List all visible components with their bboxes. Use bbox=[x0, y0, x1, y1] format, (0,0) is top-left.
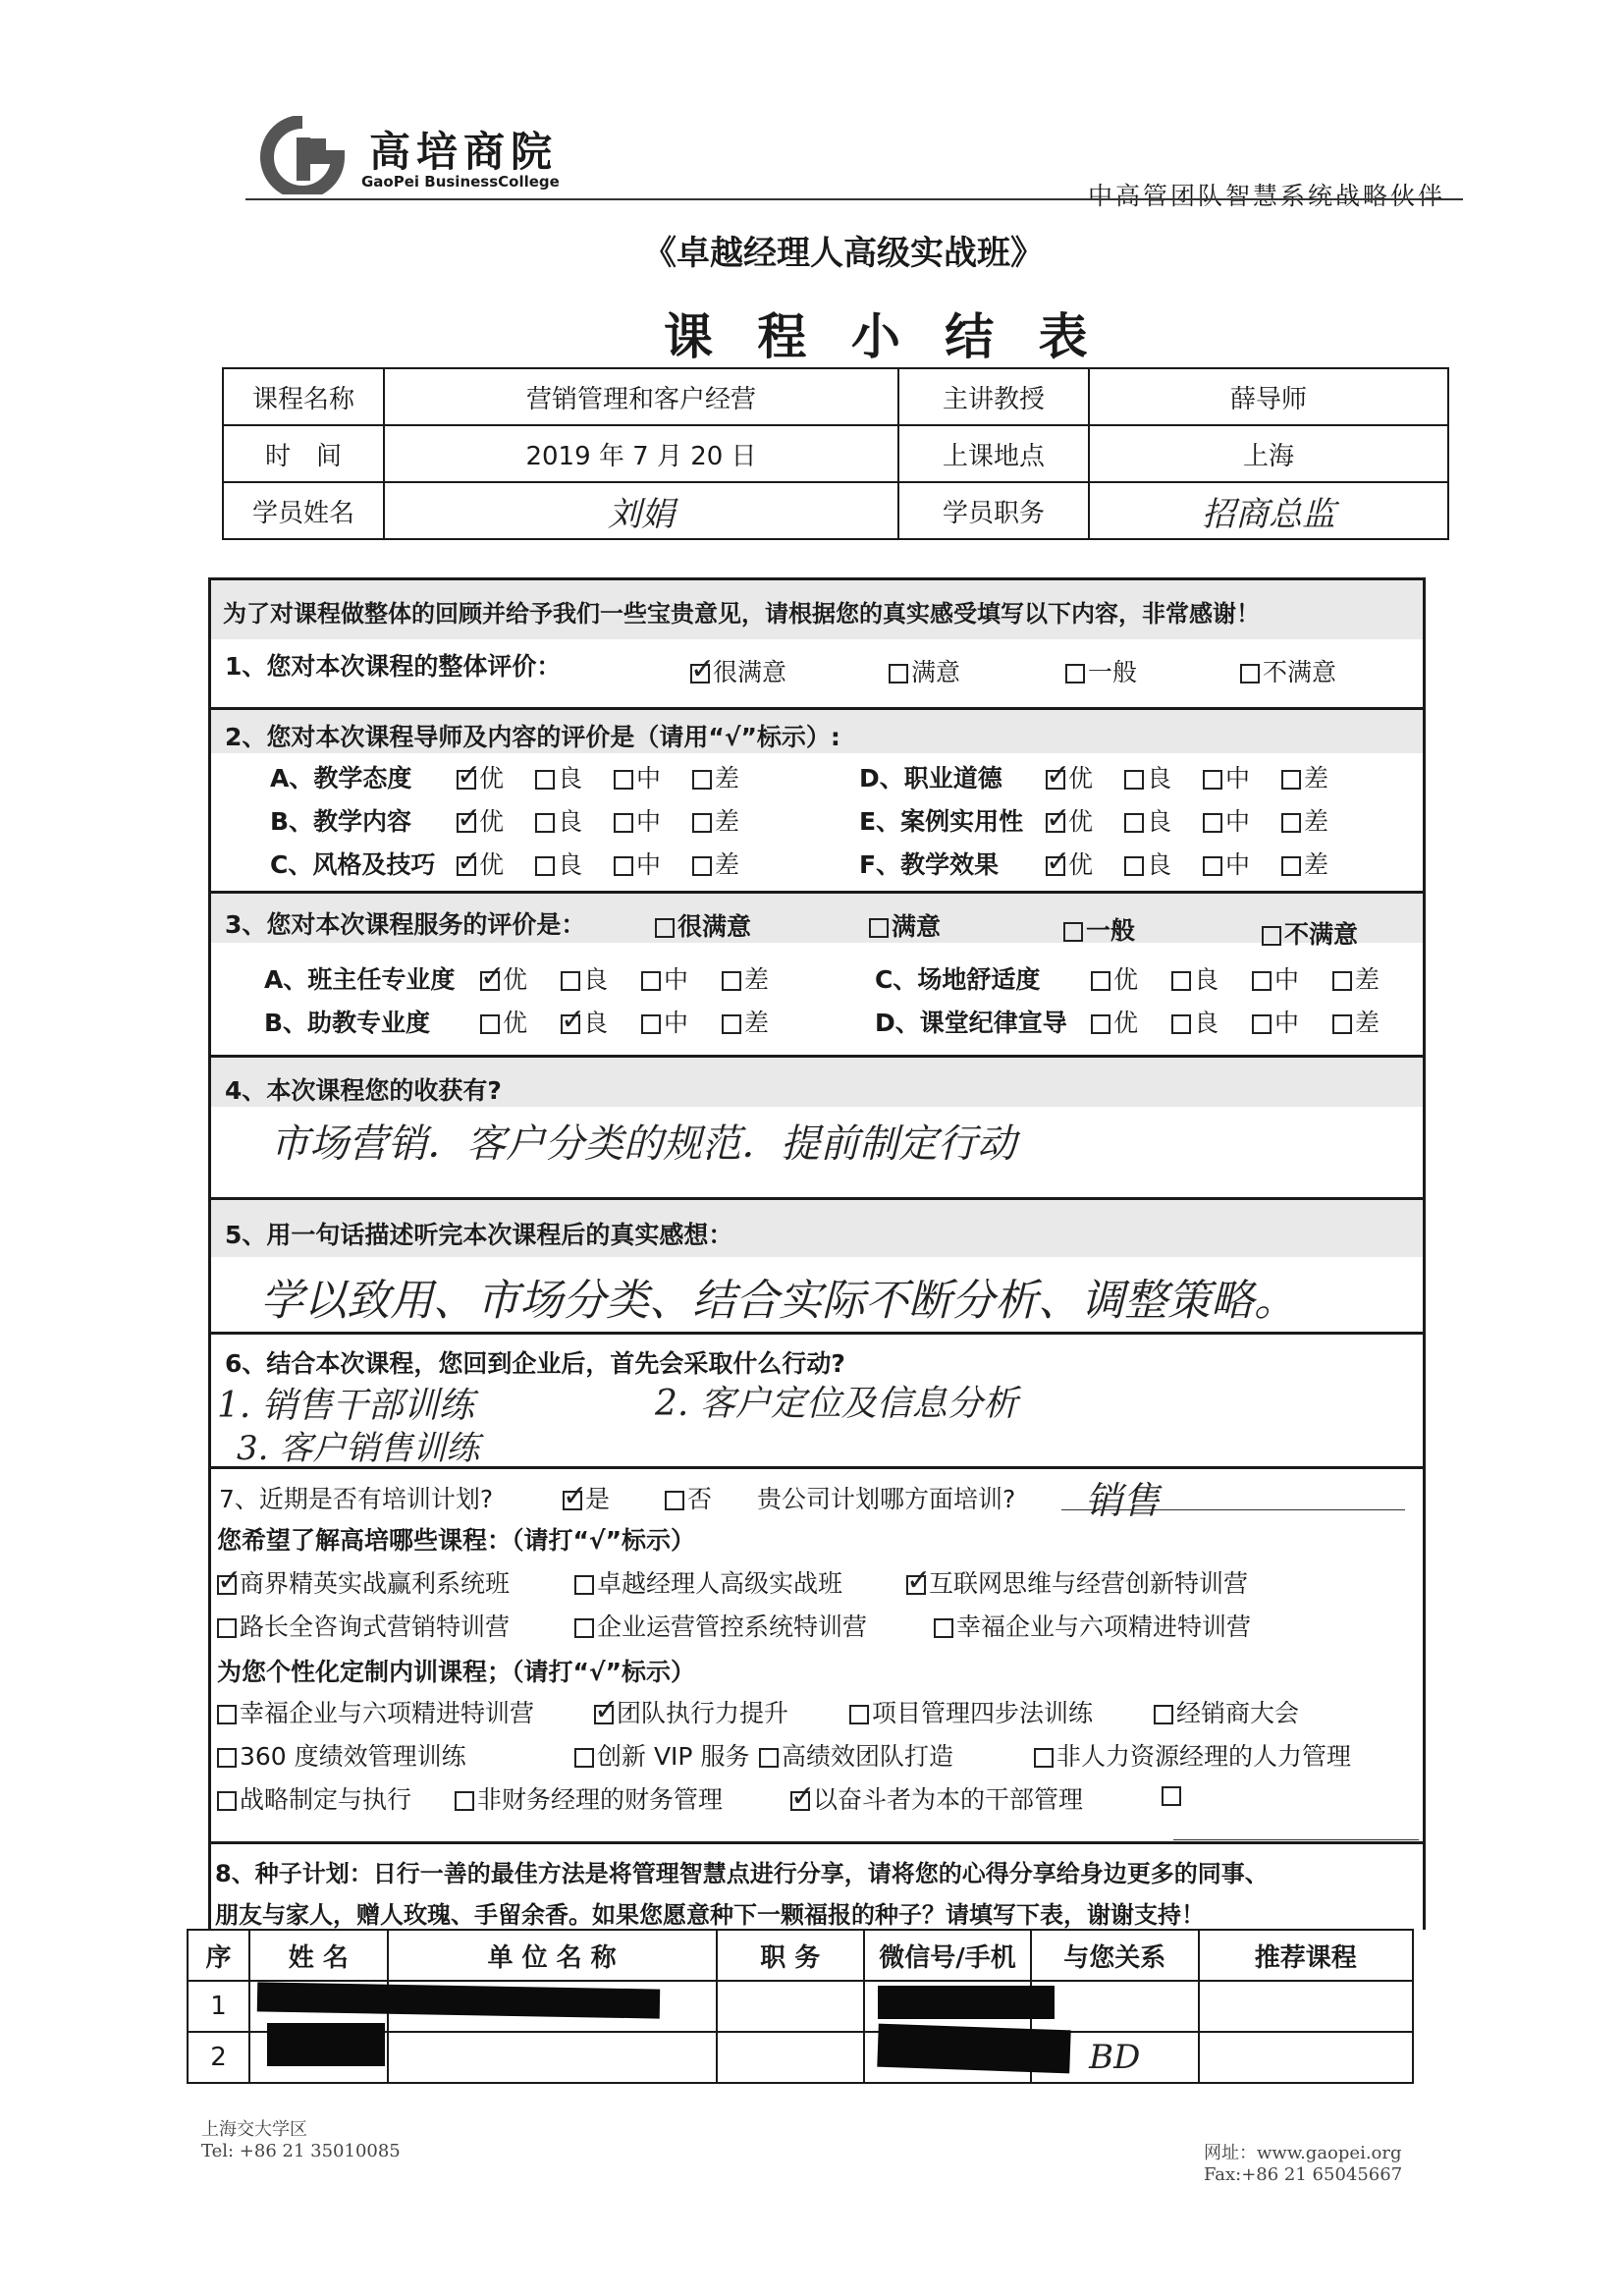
grade-option[interactable]: 良 bbox=[561, 960, 641, 996]
q4-question: 4、本次课程您的收获有? bbox=[225, 1076, 502, 1105]
rating-label: F、教学效果 bbox=[859, 850, 1000, 879]
grade-option[interactable]: ✓ 优 bbox=[1046, 759, 1124, 794]
grade-option[interactable]: 优 bbox=[480, 1004, 561, 1039]
checkbox-icon[interactable] bbox=[563, 1491, 582, 1510]
grade-option[interactable]: 良 bbox=[1124, 802, 1203, 838]
checkbox-icon[interactable] bbox=[614, 770, 633, 790]
checkbox-icon[interactable] bbox=[1203, 770, 1222, 790]
grade-option[interactable]: 差 bbox=[692, 802, 771, 838]
checkbox-icon[interactable] bbox=[934, 1618, 953, 1638]
checkbox-icon[interactable] bbox=[1063, 922, 1083, 942]
grade-option[interactable]: 良 bbox=[535, 846, 614, 881]
checkbox-icon[interactable] bbox=[655, 918, 675, 938]
grade-option[interactable]: 中 bbox=[614, 802, 692, 838]
tagline: 中高管团队智慧系统战略伙伴 bbox=[1088, 182, 1446, 210]
column-header: 姓 名 bbox=[249, 1930, 388, 1981]
place-value: 上海 bbox=[1089, 425, 1448, 482]
checkbox-icon[interactable] bbox=[1262, 926, 1281, 946]
checkbox-icon[interactable] bbox=[574, 1575, 594, 1595]
grade-option[interactable]: ✓ 优 bbox=[480, 960, 561, 996]
grade-option[interactable]: 中 bbox=[1203, 846, 1281, 881]
course-series: 《卓越经理人高级实战班》 bbox=[643, 234, 1044, 273]
course-option[interactable]: 经销商大会 bbox=[1154, 1694, 1299, 1729]
course-option[interactable]: 高绩效团队打造 bbox=[759, 1737, 953, 1773]
course-option[interactable]: 企业运营管控系统特训营 bbox=[574, 1608, 867, 1643]
divider bbox=[245, 198, 1463, 200]
checkbox-icon[interactable] bbox=[889, 664, 908, 683]
section-q2 bbox=[208, 707, 1426, 894]
checkbox-icon[interactable] bbox=[217, 1791, 237, 1811]
q1-option-dissatisfied[interactable]: 不满意 bbox=[1240, 653, 1336, 688]
intro-text: 为了对课程做整体的回顾并给予我们一些宝贵意见，请根据您的真实感受填写以下内容，非常感谢！ bbox=[223, 600, 1260, 628]
rating-label: B、助教专业度 bbox=[264, 1009, 431, 1037]
student-value: 刘娟 bbox=[384, 482, 898, 539]
checkbox-icon[interactable] bbox=[790, 1791, 810, 1811]
checkbox-icon[interactable] bbox=[480, 971, 500, 991]
checkbox-icon[interactable] bbox=[217, 1705, 237, 1724]
checkbox-icon[interactable] bbox=[1252, 1014, 1272, 1034]
checkbox-icon[interactable] bbox=[1091, 971, 1110, 991]
checkbox-icon[interactable] bbox=[1154, 1705, 1173, 1724]
position-label: 学员职务 bbox=[898, 482, 1089, 539]
footer-right-1: 网址：www.gaopei.org bbox=[1204, 2143, 1402, 2163]
grade-option[interactable]: 差 bbox=[722, 1004, 802, 1039]
course-option[interactable]: 路长全咨询式营销特训营 bbox=[217, 1608, 510, 1643]
course-option[interactable]: ✓商界精英实战赢利系统班 bbox=[217, 1564, 510, 1600]
checkbox-icon[interactable] bbox=[217, 1618, 237, 1638]
column-header: 序 bbox=[188, 1930, 249, 1981]
grade-option[interactable]: 差 bbox=[1332, 960, 1413, 996]
checkbox-icon[interactable] bbox=[574, 1618, 594, 1638]
section-q5 bbox=[208, 1197, 1426, 1335]
checkbox-icon[interactable] bbox=[594, 1705, 614, 1724]
q5-answer: 学以致用、市场分类、结合实际不断分析、调整策略。 bbox=[260, 1276, 1297, 1326]
q8-text-2: 朋友与家人，赠人玫瑰、手留余香。如果您愿意种下一颗福报的种子？请填写下表，谢谢支持！ bbox=[215, 1901, 1205, 1929]
footer-right-2: Fax:+86 21 65045667 bbox=[1204, 2164, 1403, 2185]
form-title: 课 程 小 结 表 bbox=[664, 308, 1102, 365]
grade-option[interactable]: ✓ 优 bbox=[457, 759, 535, 794]
grade-option[interactable]: 中 bbox=[641, 1004, 722, 1039]
q6-answer-1: 1. 销售干部训练 bbox=[217, 1386, 474, 1426]
time-value: 2019 年 7 月 20 日 bbox=[384, 425, 898, 482]
logo-en: GaoPei BusinessCollege bbox=[361, 173, 560, 191]
row-no: 2 bbox=[188, 2032, 249, 2083]
grade-option[interactable]: 良 bbox=[535, 802, 614, 838]
course-option[interactable]: 创新 VIP 服务 bbox=[574, 1737, 749, 1773]
checkbox-icon[interactable] bbox=[1046, 770, 1065, 790]
checkbox-icon[interactable] bbox=[574, 1748, 594, 1768]
column-header: 与您关系 bbox=[1031, 1930, 1199, 1981]
q7-option-no[interactable]: 否 bbox=[665, 1480, 712, 1515]
checkbox-icon[interactable] bbox=[1171, 971, 1191, 991]
course-option[interactable]: 360 度绩效管理训练 bbox=[217, 1737, 466, 1773]
grade-option[interactable]: ✓ 优 bbox=[1046, 846, 1124, 881]
q3-option-average[interactable]: 一般 bbox=[1063, 911, 1135, 947]
checkbox-icon[interactable] bbox=[1091, 1014, 1110, 1034]
grade-option[interactable]: ✓ 优 bbox=[457, 846, 535, 881]
rating-row bbox=[859, 846, 1360, 881]
grade-option[interactable]: 中 bbox=[1203, 759, 1281, 794]
rating-row bbox=[264, 1004, 802, 1039]
grade-option[interactable]: 中 bbox=[1252, 960, 1332, 996]
course-option[interactable] bbox=[1162, 1780, 1184, 1809]
checkbox-icon[interactable] bbox=[1332, 1014, 1352, 1034]
redaction-mark bbox=[267, 2023, 385, 2066]
checkbox-icon[interactable] bbox=[457, 770, 476, 790]
grade-option[interactable]: 优 bbox=[1091, 960, 1171, 996]
q4-answer: 市场营销．客户分类的规范．提前制定行动 bbox=[270, 1121, 1016, 1167]
rating-row bbox=[875, 960, 1413, 996]
checkbox-icon[interactable] bbox=[561, 1014, 580, 1034]
checkbox-icon[interactable] bbox=[641, 971, 661, 991]
grade-option[interactable]: 差 bbox=[692, 759, 771, 794]
grade-option[interactable]: 差 bbox=[1332, 1004, 1413, 1039]
checkbox-icon[interactable] bbox=[535, 813, 555, 833]
grade-option[interactable]: 中 bbox=[614, 759, 692, 794]
checkbox-icon[interactable] bbox=[480, 1014, 500, 1034]
course-option[interactable]: 卓越经理人高级实战班 bbox=[574, 1564, 842, 1600]
grade-option[interactable]: 差 bbox=[722, 960, 802, 996]
checkbox-icon[interactable] bbox=[692, 856, 712, 876]
q3-option-dissatisfied[interactable]: 不满意 bbox=[1262, 915, 1358, 951]
footer-left-2: Tel: +86 21 35010085 bbox=[201, 2141, 401, 2161]
row-no: 1 bbox=[188, 1981, 249, 2032]
checkbox-icon[interactable] bbox=[722, 1014, 741, 1034]
teacher-value: 薛导师 bbox=[1089, 368, 1448, 425]
rating-label: C、风格及技巧 bbox=[270, 850, 436, 879]
grade-option[interactable]: 差 bbox=[1281, 846, 1360, 881]
q1-option-average[interactable]: 一般 bbox=[1065, 653, 1137, 688]
checkbox-icon[interactable] bbox=[614, 856, 633, 876]
course-value: 营销管理和客户经营 bbox=[384, 368, 898, 425]
section-q7 bbox=[208, 1466, 1426, 1844]
checkbox-icon[interactable] bbox=[217, 1575, 237, 1595]
grade-option[interactable]: ✓ 优 bbox=[457, 802, 535, 838]
grade-option[interactable]: 差 bbox=[692, 846, 771, 881]
course-option[interactable]: 非财务经理的财务管理 bbox=[455, 1780, 723, 1816]
checkbox-icon[interactable] bbox=[849, 1705, 869, 1724]
course-label: 课程名称 bbox=[223, 368, 384, 425]
checkbox-icon[interactable] bbox=[759, 1748, 779, 1768]
rating-label: B、教学内容 bbox=[270, 807, 412, 836]
rating-row bbox=[875, 1004, 1413, 1039]
redaction-mark bbox=[877, 2024, 1070, 2074]
course-option[interactable]: ✓ 团队执行力提升 bbox=[594, 1694, 788, 1729]
checkbox-icon[interactable] bbox=[535, 770, 555, 790]
q5-question: 5、用一句话描述听完本次课程后的真实感想： bbox=[225, 1221, 733, 1249]
section-q3 bbox=[208, 891, 1426, 1058]
q2-question: 2、您对本次课程导师及内容的评价是（请用“√”标示）: bbox=[225, 723, 840, 751]
grade-option[interactable]: 中 bbox=[1203, 802, 1281, 838]
column-header: 推荐课程 bbox=[1199, 1930, 1413, 1981]
rating-row bbox=[859, 759, 1360, 794]
checkbox-icon[interactable] bbox=[561, 971, 580, 991]
checkbox-icon[interactable] bbox=[217, 1748, 237, 1768]
student-label: 学员姓名 bbox=[223, 482, 384, 539]
rating-row bbox=[270, 846, 771, 881]
q3-option-very-satisfied[interactable]: 很满意 bbox=[655, 907, 751, 943]
q1-option-very-satisfied[interactable]: ✓ 很满意 bbox=[690, 653, 786, 688]
checkbox-icon[interactable] bbox=[1240, 664, 1260, 683]
rating-label: C、场地舒适度 bbox=[875, 965, 1041, 994]
checkbox-icon[interactable] bbox=[1124, 856, 1144, 876]
column-header: 单 位 名 称 bbox=[388, 1930, 717, 1981]
checkbox-icon[interactable] bbox=[1281, 813, 1301, 833]
grade-option[interactable]: 良 bbox=[1124, 846, 1203, 881]
q1-question: 1、您对本次课程的整体评价： bbox=[225, 652, 562, 681]
checkbox-icon[interactable] bbox=[1124, 813, 1144, 833]
q7-want-label: 您希望了解高培哪些课程：（请打“√”标示） bbox=[217, 1526, 696, 1555]
q3-option-satisfied[interactable]: 满意 bbox=[869, 907, 941, 943]
q6-question: 6、结合本次课程，您回到企业后，首先会采取什么行动? bbox=[225, 1349, 845, 1378]
course-option[interactable]: ✓ 以奋斗者为本的干部管理 bbox=[790, 1780, 1083, 1816]
checkbox-icon[interactable] bbox=[1252, 971, 1272, 991]
checkbox-icon[interactable] bbox=[690, 664, 710, 683]
q6-answer-2: 2. 客户定位及信息分析 bbox=[655, 1384, 1018, 1424]
rating-label: A、教学态度 bbox=[270, 764, 412, 793]
grade-option[interactable]: 优 bbox=[1091, 1004, 1171, 1039]
logo bbox=[245, 116, 361, 194]
column-header: 微信号/手机 bbox=[864, 1930, 1031, 1981]
checkbox-icon[interactable] bbox=[1162, 1786, 1181, 1806]
grade-option[interactable]: 良 bbox=[1171, 1004, 1252, 1039]
section-q8 bbox=[208, 1841, 1426, 1930]
checkbox-icon[interactable] bbox=[665, 1491, 684, 1510]
checkbox-icon[interactable] bbox=[869, 918, 889, 938]
checkbox-icon[interactable] bbox=[1203, 856, 1222, 876]
section-q4 bbox=[208, 1055, 1426, 1200]
position-value: 招商总监 bbox=[1089, 482, 1448, 539]
custom-underline bbox=[1173, 1839, 1419, 1840]
checkbox-icon[interactable] bbox=[1046, 813, 1065, 833]
grade-option[interactable]: 中 bbox=[614, 846, 692, 881]
checkbox-icon[interactable] bbox=[1171, 1014, 1191, 1034]
course-option[interactable]: ✓ 互联网思维与经营创新特训营 bbox=[906, 1564, 1248, 1600]
checkbox-icon[interactable] bbox=[906, 1575, 926, 1595]
teacher-label: 主讲教授 bbox=[898, 368, 1089, 425]
rating-label: D、职业道德 bbox=[859, 764, 1002, 793]
checkbox-icon[interactable] bbox=[1281, 856, 1301, 876]
place-label: 上课地点 bbox=[898, 425, 1089, 482]
info-table bbox=[222, 367, 1449, 540]
checkbox-icon[interactable] bbox=[692, 813, 712, 833]
checkbox-icon[interactable] bbox=[457, 813, 476, 833]
course-option[interactable]: 项目管理四步法训练 bbox=[849, 1694, 1093, 1729]
checkbox-icon[interactable] bbox=[1332, 971, 1352, 991]
q7-plan-value: 销售 bbox=[1085, 1479, 1161, 1522]
course-option[interactable]: 战略制定与执行 bbox=[217, 1780, 411, 1816]
q7-option-yes[interactable]: ✓ 是 bbox=[563, 1480, 610, 1515]
checkbox-icon[interactable] bbox=[1281, 770, 1301, 790]
q1-option-satisfied[interactable]: 满意 bbox=[889, 653, 960, 688]
column-header: 职 务 bbox=[717, 1930, 864, 1981]
rating-row bbox=[859, 802, 1360, 838]
grade-option[interactable]: 中 bbox=[641, 960, 722, 996]
grade-option[interactable]: 良 bbox=[535, 759, 614, 794]
redaction-mark bbox=[878, 1986, 1055, 2019]
course-option[interactable]: 幸福企业与六项精进特训营 bbox=[934, 1608, 1251, 1643]
checkbox-icon[interactable] bbox=[455, 1791, 474, 1811]
rating-label: E、案例实用性 bbox=[859, 807, 1024, 836]
q6-answer-3: 3. 客户销售训练 bbox=[237, 1429, 480, 1468]
grade-option[interactable]: 中 bbox=[1252, 1004, 1332, 1039]
grade-option[interactable]: 良 bbox=[1124, 759, 1203, 794]
q8-text-1: 8、种子计划：日行一善的最佳方法是将管理智慧点进行分享，请将您的心得分享给身边更多的同事、 bbox=[215, 1860, 1269, 1887]
section-q6 bbox=[208, 1332, 1426, 1469]
logo-cn: 高培商院 bbox=[369, 128, 559, 176]
section-intro-q1 bbox=[208, 577, 1426, 710]
grade-option[interactable]: 差 bbox=[1281, 759, 1360, 794]
checkbox-icon[interactable] bbox=[614, 813, 633, 833]
checkbox-icon[interactable] bbox=[722, 971, 741, 991]
q3-question: 3、您对本次课程服务的评价是： bbox=[225, 910, 586, 939]
checkbox-icon[interactable] bbox=[1046, 856, 1065, 876]
checkbox-icon[interactable] bbox=[1034, 1748, 1054, 1768]
rating-row bbox=[270, 759, 771, 794]
rating-label: D、课堂纪律宣导 bbox=[875, 1009, 1067, 1037]
row-relation: BD bbox=[1031, 2032, 1199, 2083]
q7-question: 7、近期是否有培训计划? bbox=[219, 1485, 494, 1513]
checkbox-icon[interactable] bbox=[1124, 770, 1144, 790]
checkbox-icon[interactable] bbox=[641, 1014, 661, 1034]
rating-label: A、班主任专业度 bbox=[264, 965, 456, 994]
checkbox-icon[interactable] bbox=[692, 770, 712, 790]
time-label: 时 间 bbox=[223, 425, 384, 482]
checkbox-icon[interactable] bbox=[535, 856, 555, 876]
rating-row bbox=[270, 802, 771, 838]
checkbox-icon[interactable] bbox=[1203, 813, 1222, 833]
checkbox-icon[interactable] bbox=[1065, 664, 1085, 683]
footer-left-1: 上海交大学区 bbox=[201, 2119, 307, 2140]
grade-option[interactable]: 良 bbox=[1171, 960, 1252, 996]
grade-option[interactable]: ✓ 优 bbox=[1046, 802, 1124, 838]
course-option[interactable]: 幸福企业与六项精进特训营 bbox=[217, 1694, 534, 1729]
course-option[interactable]: 非人力资源经理的人力管理 bbox=[1034, 1737, 1351, 1773]
q7-plan-label: 贵公司计划哪方面培训? bbox=[757, 1485, 1016, 1513]
q7-custom-label: 为您个性化定制内训课程；（请打“√”标示） bbox=[217, 1658, 696, 1686]
grade-option[interactable]: 差 bbox=[1281, 802, 1360, 838]
rating-row bbox=[264, 960, 802, 996]
checkbox-icon[interactable] bbox=[457, 856, 476, 876]
grade-option[interactable]: ✓ 良 bbox=[561, 1004, 641, 1039]
